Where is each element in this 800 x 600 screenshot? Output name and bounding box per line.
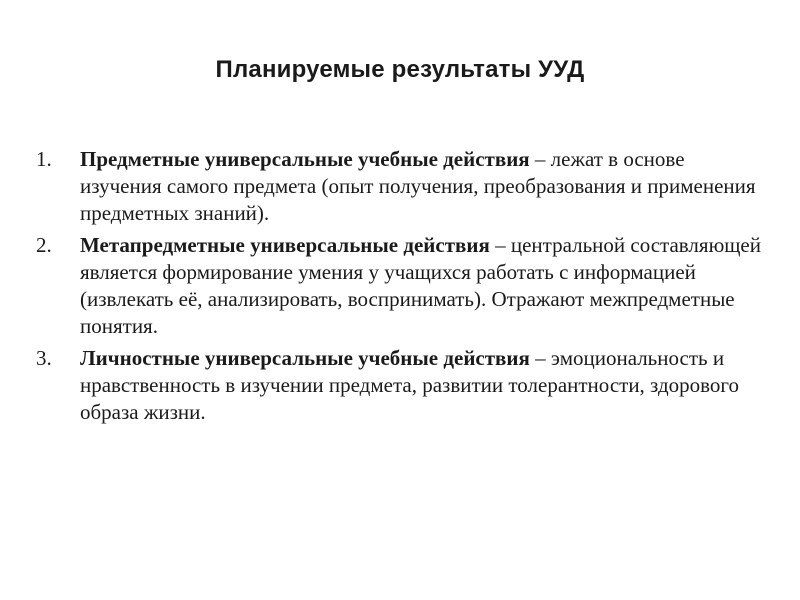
item-description: – центральной составляющей является формирование умения у учащихся работать с информацией (извлекать её, анализировать, воспринимать). Отражают межпредметные понятия. <box>80 233 761 338</box>
item-description: – эмоциональность и нравственность в изучении предмета, развитии толерантности, здорового образа жизни. <box>80 346 740 424</box>
item-term: Личностные универсальные учебные действия <box>80 346 530 370</box>
item-term: Предметные универсальные учебные действия <box>80 147 530 171</box>
item-number: 3. <box>36 346 52 370</box>
list-item-subject <box>36 146 766 227</box>
item-number: 2. <box>36 233 52 257</box>
item-number: 1. <box>36 147 52 171</box>
results-list <box>36 146 766 431</box>
slide-title: Планируемые результаты УУД <box>215 56 585 83</box>
list-item-personal <box>36 345 766 426</box>
item-term: Метапредметные универсальные действия <box>80 233 490 257</box>
list-item-metasubject <box>36 232 766 340</box>
item-description: – лежат в основе изучения самого предмета (опыт получения, преобразования и применения предметных знаний). <box>80 147 756 225</box>
